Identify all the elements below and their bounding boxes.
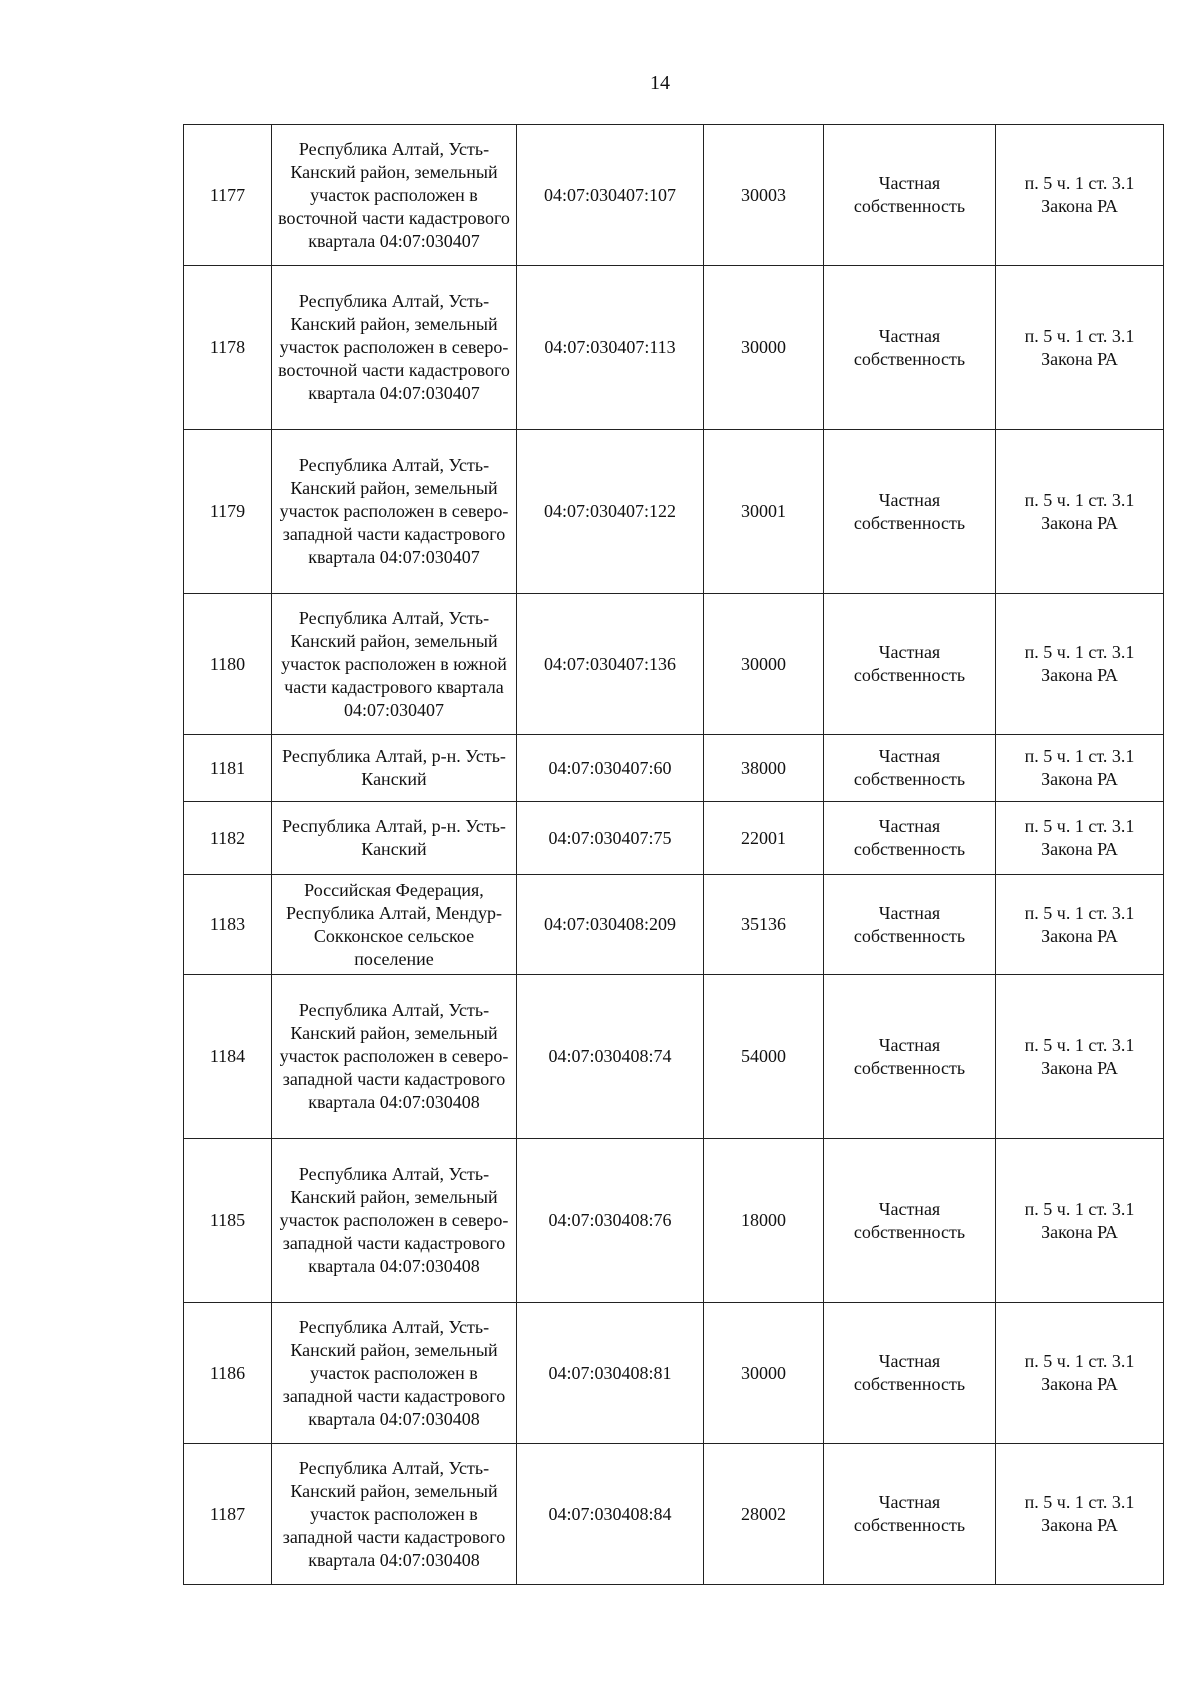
area-cell: 18000: [704, 1139, 824, 1303]
table-row: [184, 266, 1164, 430]
ownership-cell: Частная собственность: [824, 1444, 996, 1585]
legal-basis-cell: п. 5 ч. 1 ст. 3.1 Закона РА: [996, 594, 1164, 735]
address-cell: Российская Федерация, Республика Алтай, Мендур-Сокконское сельское поселение: [272, 875, 517, 975]
table-row: [184, 125, 1164, 266]
area-cell: 30003: [704, 125, 824, 266]
land-registry-table: [183, 124, 1164, 1585]
row-number: 1177: [184, 125, 272, 266]
cadastral-number-cell: 04:07:030407:122: [517, 430, 704, 594]
table-row: [184, 735, 1164, 802]
address-cell: Республика Алтай, Усть-Канский район, земельный участок расположен в северо-восточной части кадастрового квартала 04:07:030407: [272, 266, 517, 430]
cadastral-number-cell: 04:07:030408:74: [517, 975, 704, 1139]
ownership-cell: Частная собственность: [824, 266, 996, 430]
row-number: 1179: [184, 430, 272, 594]
address-cell: Республика Алтай, Усть-Канский район, земельный участок расположен в северо-западной части кадастрового квартала 04:07:030408: [272, 975, 517, 1139]
cadastral-number-cell: 04:07:030407:136: [517, 594, 704, 735]
row-number: 1182: [184, 802, 272, 875]
ownership-cell: Частная собственность: [824, 802, 996, 875]
legal-basis-cell: п. 5 ч. 1 ст. 3.1 Закона РА: [996, 266, 1164, 430]
address-cell: Республика Алтай, Усть-Канский район, земельный участок расположен в восточной части кадастрового квартала 04:07:030407: [272, 125, 517, 266]
address-cell: Республика Алтай, Усть-Канский район, земельный участок расположен в западной части кадастрового квартала 04:07:030408: [272, 1303, 517, 1444]
ownership-cell: Частная собственность: [824, 1139, 996, 1303]
address-cell: Республика Алтай, р-н. Усть-Канский: [272, 735, 517, 802]
legal-basis-cell: п. 5 ч. 1 ст. 3.1 Закона РА: [996, 735, 1164, 802]
table-row: [184, 975, 1164, 1139]
row-number: 1187: [184, 1444, 272, 1585]
row-number: 1181: [184, 735, 272, 802]
area-cell: 22001: [704, 802, 824, 875]
address-cell: Республика Алтай, Усть-Канский район, земельный участок расположен в северо-западной части кадастрового квартала 04:07:030408: [272, 1139, 517, 1303]
cadastral-number-cell: 04:07:030408:76: [517, 1139, 704, 1303]
ownership-cell: Частная собственность: [824, 125, 996, 266]
legal-basis-cell: п. 5 ч. 1 ст. 3.1 Закона РА: [996, 802, 1164, 875]
area-cell: 30001: [704, 430, 824, 594]
area-cell: 35136: [704, 875, 824, 975]
legal-basis-cell: п. 5 ч. 1 ст. 3.1 Закона РА: [996, 1139, 1164, 1303]
legal-basis-cell: п. 5 ч. 1 ст. 3.1 Закона РА: [996, 975, 1164, 1139]
address-cell: Республика Алтай, Усть-Канский район, земельный участок расположен в южной части кадастрового квартала 04:07:030407: [272, 594, 517, 735]
table-row: [184, 875, 1164, 975]
row-number: 1186: [184, 1303, 272, 1444]
cadastral-number-cell: 04:07:030407:75: [517, 802, 704, 875]
page-number: 14: [650, 72, 670, 94]
address-cell: Республика Алтай, р-н. Усть-Канский: [272, 802, 517, 875]
ownership-cell: Частная собственность: [824, 735, 996, 802]
row-number: 1178: [184, 266, 272, 430]
area-cell: 28002: [704, 1444, 824, 1585]
ownership-cell: Частная собственность: [824, 430, 996, 594]
cadastral-number-cell: 04:07:030407:107: [517, 125, 704, 266]
address-cell: Республика Алтай, Усть-Канский район, земельный участок расположен в северо-западной части кадастрового квартала 04:07:030407: [272, 430, 517, 594]
cadastral-number-cell: 04:07:030407:113: [517, 266, 704, 430]
cadastral-number-cell: 04:07:030407:60: [517, 735, 704, 802]
table-row: [184, 430, 1164, 594]
cadastral-number-cell: 04:07:030408:209: [517, 875, 704, 975]
row-number: 1180: [184, 594, 272, 735]
table-row: [184, 1444, 1164, 1585]
table-row: [184, 1139, 1164, 1303]
ownership-cell: Частная собственность: [824, 875, 996, 975]
legal-basis-cell: п. 5 ч. 1 ст. 3.1 Закона РА: [996, 430, 1164, 594]
area-cell: 38000: [704, 735, 824, 802]
table-row: [184, 594, 1164, 735]
area-cell: 30000: [704, 594, 824, 735]
legal-basis-cell: п. 5 ч. 1 ст. 3.1 Закона РА: [996, 1303, 1164, 1444]
ownership-cell: Частная собственность: [824, 1303, 996, 1444]
ownership-cell: Частная собственность: [824, 975, 996, 1139]
area-cell: 30000: [704, 266, 824, 430]
legal-basis-cell: п. 5 ч. 1 ст. 3.1 Закона РА: [996, 125, 1164, 266]
row-number: 1183: [184, 875, 272, 975]
row-number: 1184: [184, 975, 272, 1139]
ownership-cell: Частная собственность: [824, 594, 996, 735]
cadastral-number-cell: 04:07:030408:84: [517, 1444, 704, 1585]
address-cell: Республика Алтай, Усть-Канский район, земельный участок расположен в западной части кадастрового квартала 04:07:030408: [272, 1444, 517, 1585]
row-number: 1185: [184, 1139, 272, 1303]
area-cell: 30000: [704, 1303, 824, 1444]
legal-basis-cell: п. 5 ч. 1 ст. 3.1 Закона РА: [996, 1444, 1164, 1585]
cadastral-number-cell: 04:07:030408:81: [517, 1303, 704, 1444]
legal-basis-cell: п. 5 ч. 1 ст. 3.1 Закона РА: [996, 875, 1164, 975]
area-cell: 54000: [704, 975, 824, 1139]
table-row: [184, 1303, 1164, 1444]
table-row: [184, 802, 1164, 875]
